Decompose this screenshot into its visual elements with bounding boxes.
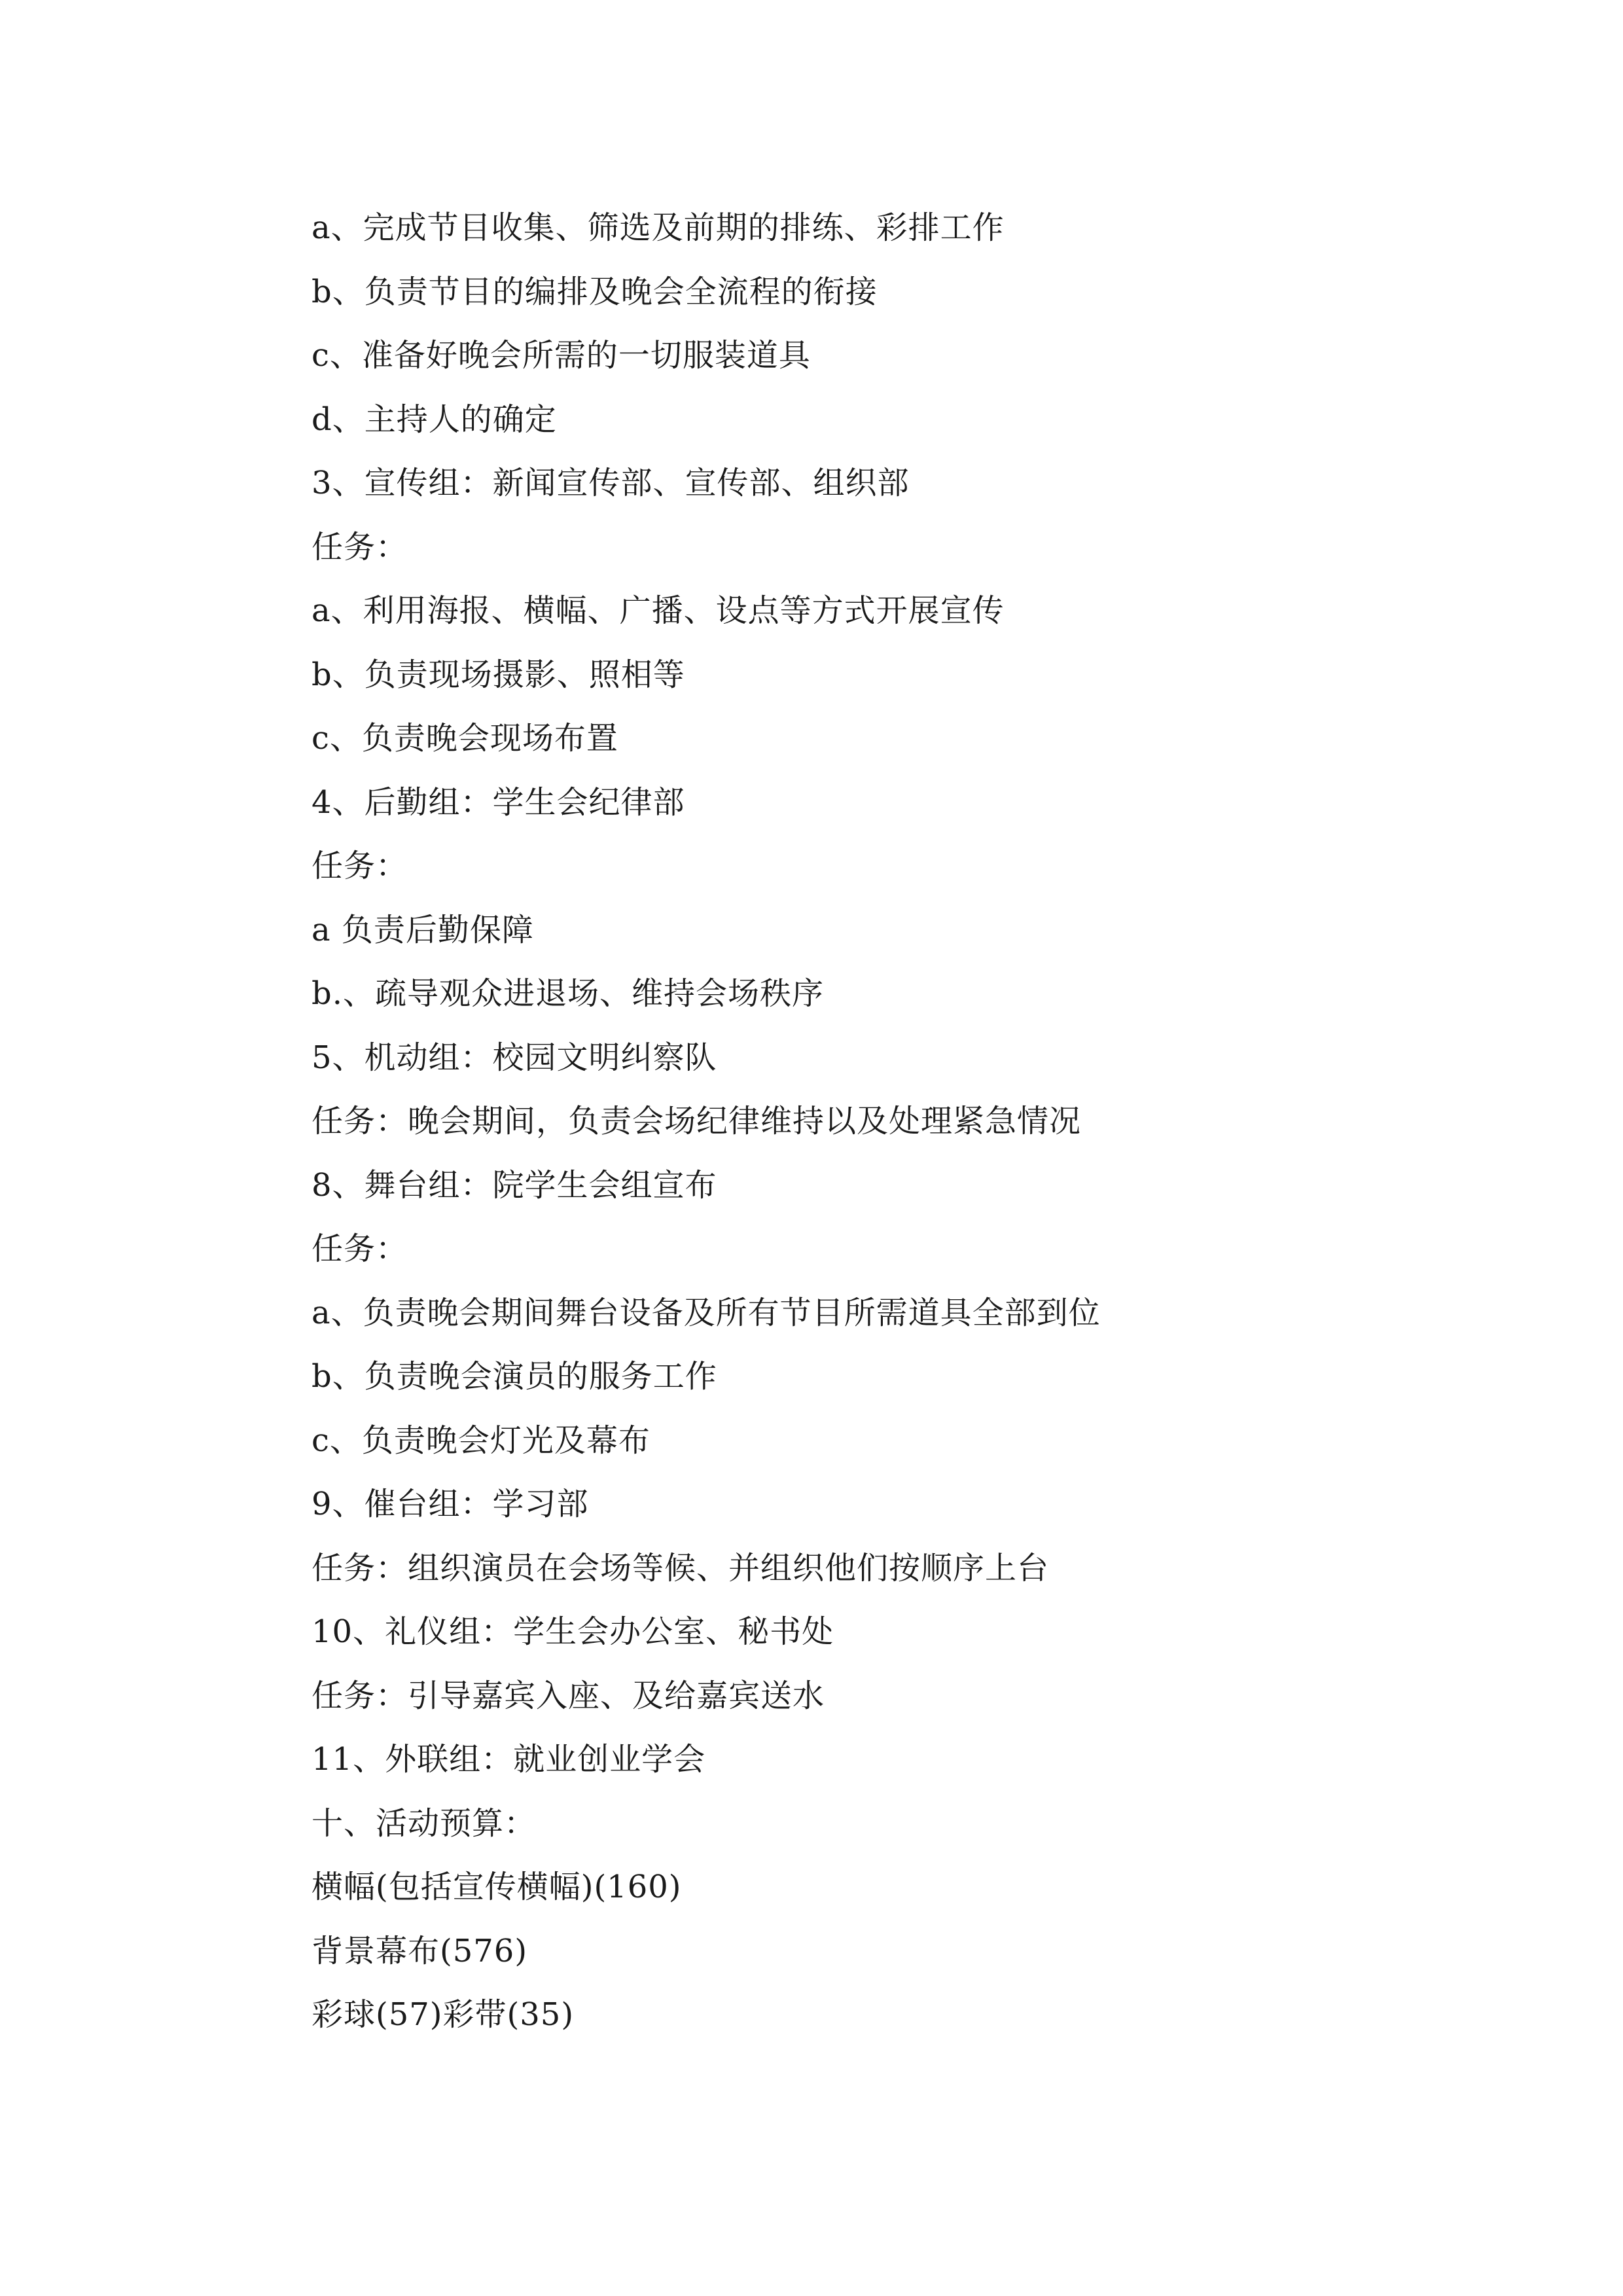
tasks-label: 任务： — [312, 528, 408, 565]
task-item-b-performer-service: b、负责晚会演员的服务工作 — [312, 1358, 717, 1395]
section-stage-group: 8、舞台组：院学生会组宣布 — [312, 1166, 717, 1204]
task-item-c-lighting-curtain: c、负责晚会灯光及幕布 — [312, 1422, 651, 1459]
task-item-a-program-collection: a、完成节目收集、筛选及前期的排练、彩排工作 — [312, 209, 1005, 246]
task-item-c-costumes-props: c、准备好晚会所需的一切服装道具 — [312, 337, 811, 374]
task-item-b-program-arrangement: b、负责节目的编排及晚会全流程的衔接 — [312, 273, 878, 310]
task-item-a-promotion: a、利用海报、横幅、广播、设点等方式开展宣传 — [312, 592, 1005, 629]
tasks-etiquette-group: 任务：引导嘉宾入座、及给嘉宾送水 — [312, 1677, 825, 1714]
tasks-label: 任务： — [312, 1230, 408, 1267]
tasks-mobile-group: 任务：晚会期间，负责会场纪律维持以及处理紧急情况 — [312, 1103, 1082, 1139]
section-cue-group: 9、催台组：学习部 — [312, 1486, 589, 1522]
task-item-c-venue-setup: c、负责晚会现场布置 — [312, 720, 618, 757]
document-body — [312, 204, 1424, 2055]
task-item-d-host: d、主持人的确定 — [312, 401, 557, 438]
tasks-cue-group: 任务：组织演员在会场等候、并组织他们按顺序上台 — [312, 1549, 1050, 1587]
task-item-b-crowd-control: b.、疏导观众进退场、维持会场秩序 — [312, 975, 824, 1012]
tasks-label: 任务： — [312, 848, 408, 884]
task-item-a-stage-equipment: a、负责晚会期间舞台设备及所有节目所需道具全部到位 — [312, 1294, 1101, 1331]
task-item-a-logistics: a 负责后勤保障 — [312, 911, 534, 948]
section-external-group: 11、外联组：就业创业学会 — [312, 1741, 706, 1778]
section-mobile-group: 5、机动组：校园文明纠察队 — [312, 1039, 717, 1076]
section-etiquette-group: 10、礼仪组：学生会办公室、秘书处 — [312, 1613, 834, 1650]
budget-item-balloons-ribbons: 彩球(57)彩带(35) — [312, 1996, 575, 2033]
section-logistics-group: 4、后勤组：学生会纪律部 — [312, 783, 685, 821]
budget-item-backdrop: 背景幕布(576) — [312, 1932, 528, 1969]
section-budget-heading: 十、活动预算： — [312, 1804, 537, 1842]
budget-item-banners: 横幅(包括宣传横幅)(160) — [312, 1869, 682, 1905]
task-item-b-photography: b、负责现场摄影、照相等 — [312, 656, 685, 693]
section-publicity-group: 3、宣传组：新闻宣传部、宣传部、组织部 — [312, 465, 910, 501]
